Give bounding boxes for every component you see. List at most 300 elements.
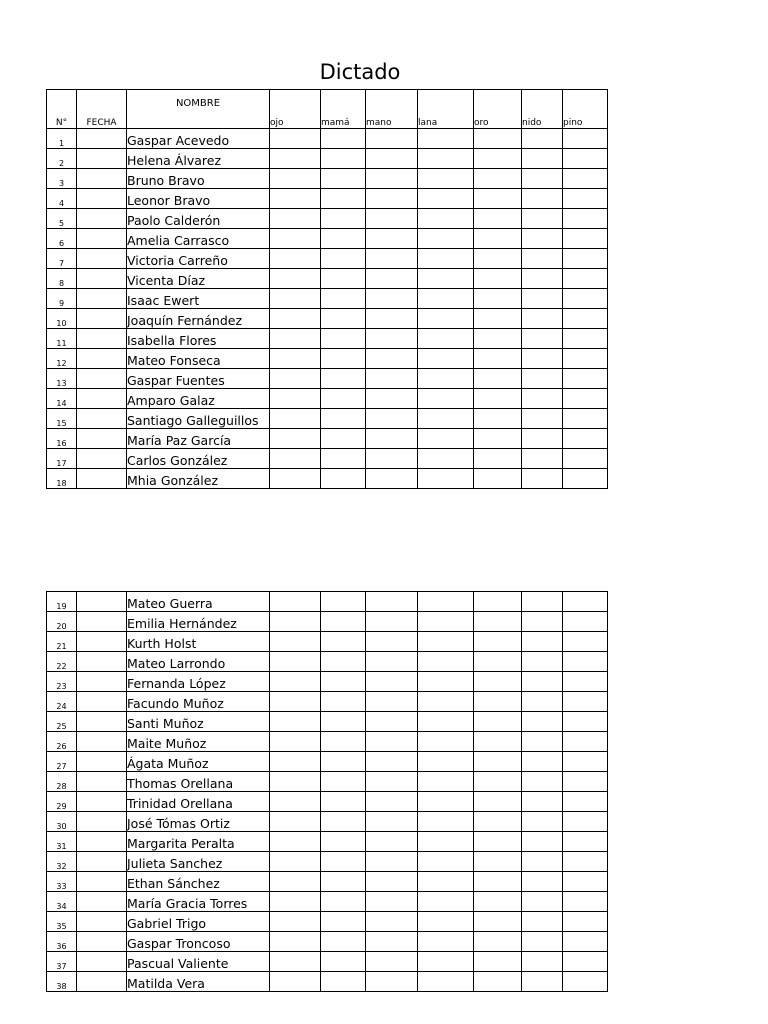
date-cell[interactable]	[77, 772, 127, 792]
word-score-cell[interactable]	[366, 469, 418, 489]
date-cell[interactable]	[77, 672, 127, 692]
word-score-cell[interactable]	[366, 149, 418, 169]
word-score-cell[interactable]	[321, 269, 366, 289]
word-score-cell[interactable]	[474, 592, 522, 612]
date-cell[interactable]	[77, 912, 127, 932]
word-score-cell[interactable]	[563, 632, 608, 652]
date-cell[interactable]	[77, 129, 127, 149]
date-cell[interactable]	[77, 429, 127, 449]
word-score-cell[interactable]	[366, 832, 418, 852]
word-score-cell[interactable]	[366, 912, 418, 932]
word-score-cell[interactable]	[563, 329, 608, 349]
word-score-cell[interactable]	[563, 309, 608, 329]
word-score-cell[interactable]	[474, 129, 522, 149]
word-score-cell[interactable]	[321, 912, 366, 932]
word-score-cell[interactable]	[366, 712, 418, 732]
word-score-cell[interactable]	[522, 892, 563, 912]
word-score-cell[interactable]	[563, 149, 608, 169]
word-score-cell[interactable]	[418, 189, 474, 209]
word-score-cell[interactable]	[474, 732, 522, 752]
word-score-cell[interactable]	[522, 149, 563, 169]
word-score-cell[interactable]	[474, 409, 522, 429]
word-score-cell[interactable]	[321, 129, 366, 149]
word-score-cell[interactable]	[563, 932, 608, 952]
word-score-cell[interactable]	[563, 429, 608, 449]
word-score-cell[interactable]	[522, 732, 563, 752]
word-score-cell[interactable]	[270, 692, 321, 712]
date-cell[interactable]	[77, 209, 127, 229]
word-score-cell[interactable]	[270, 329, 321, 349]
word-score-cell[interactable]	[321, 852, 366, 872]
word-score-cell[interactable]	[366, 249, 418, 269]
word-score-cell[interactable]	[474, 652, 522, 672]
word-score-cell[interactable]	[321, 349, 366, 369]
date-cell[interactable]	[77, 752, 127, 772]
word-score-cell[interactable]	[270, 592, 321, 612]
word-score-cell[interactable]	[522, 972, 563, 992]
word-score-cell[interactable]	[270, 772, 321, 792]
word-score-cell[interactable]	[563, 612, 608, 632]
word-score-cell[interactable]	[563, 792, 608, 812]
word-score-cell[interactable]	[563, 912, 608, 932]
word-score-cell[interactable]	[418, 349, 474, 369]
word-score-cell[interactable]	[270, 369, 321, 389]
word-score-cell[interactable]	[563, 852, 608, 872]
word-score-cell[interactable]	[522, 469, 563, 489]
word-score-cell[interactable]	[563, 349, 608, 369]
word-score-cell[interactable]	[418, 612, 474, 632]
word-score-cell[interactable]	[366, 892, 418, 912]
word-score-cell[interactable]	[522, 612, 563, 632]
word-score-cell[interactable]	[474, 449, 522, 469]
word-score-cell[interactable]	[563, 872, 608, 892]
word-score-cell[interactable]	[563, 652, 608, 672]
word-score-cell[interactable]	[563, 369, 608, 389]
word-score-cell[interactable]	[474, 892, 522, 912]
word-score-cell[interactable]	[270, 672, 321, 692]
word-score-cell[interactable]	[418, 209, 474, 229]
word-score-cell[interactable]	[418, 169, 474, 189]
word-score-cell[interactable]	[474, 692, 522, 712]
word-score-cell[interactable]	[418, 892, 474, 912]
word-score-cell[interactable]	[474, 289, 522, 309]
date-cell[interactable]	[77, 892, 127, 912]
word-score-cell[interactable]	[522, 329, 563, 349]
date-cell[interactable]	[77, 389, 127, 409]
word-score-cell[interactable]	[418, 732, 474, 752]
word-score-cell[interactable]	[366, 772, 418, 792]
word-score-cell[interactable]	[366, 592, 418, 612]
date-cell[interactable]	[77, 409, 127, 429]
word-score-cell[interactable]	[366, 169, 418, 189]
word-score-cell[interactable]	[270, 469, 321, 489]
word-score-cell[interactable]	[321, 752, 366, 772]
word-score-cell[interactable]	[321, 209, 366, 229]
word-score-cell[interactable]	[418, 852, 474, 872]
word-score-cell[interactable]	[321, 249, 366, 269]
word-score-cell[interactable]	[474, 169, 522, 189]
date-cell[interactable]	[77, 972, 127, 992]
word-score-cell[interactable]	[522, 249, 563, 269]
word-score-cell[interactable]	[270, 349, 321, 369]
word-score-cell[interactable]	[270, 852, 321, 872]
word-score-cell[interactable]	[418, 469, 474, 489]
word-score-cell[interactable]	[563, 712, 608, 732]
word-score-cell[interactable]	[321, 169, 366, 189]
date-cell[interactable]	[77, 229, 127, 249]
word-score-cell[interactable]	[474, 209, 522, 229]
word-score-cell[interactable]	[366, 932, 418, 952]
word-score-cell[interactable]	[522, 309, 563, 329]
word-score-cell[interactable]	[418, 832, 474, 852]
word-score-cell[interactable]	[321, 932, 366, 952]
word-score-cell[interactable]	[418, 309, 474, 329]
word-score-cell[interactable]	[418, 249, 474, 269]
word-score-cell[interactable]	[474, 269, 522, 289]
word-score-cell[interactable]	[270, 169, 321, 189]
date-cell[interactable]	[77, 449, 127, 469]
word-score-cell[interactable]	[321, 409, 366, 429]
word-score-cell[interactable]	[418, 289, 474, 309]
word-score-cell[interactable]	[474, 772, 522, 792]
word-score-cell[interactable]	[270, 449, 321, 469]
word-score-cell[interactable]	[474, 832, 522, 852]
word-score-cell[interactable]	[418, 912, 474, 932]
word-score-cell[interactable]	[474, 149, 522, 169]
word-score-cell[interactable]	[474, 249, 522, 269]
word-score-cell[interactable]	[270, 209, 321, 229]
word-score-cell[interactable]	[474, 872, 522, 892]
word-score-cell[interactable]	[418, 812, 474, 832]
word-score-cell[interactable]	[270, 229, 321, 249]
word-score-cell[interactable]	[474, 349, 522, 369]
word-score-cell[interactable]	[270, 752, 321, 772]
word-score-cell[interactable]	[522, 672, 563, 692]
word-score-cell[interactable]	[366, 812, 418, 832]
word-score-cell[interactable]	[563, 592, 608, 612]
word-score-cell[interactable]	[474, 329, 522, 349]
word-score-cell[interactable]	[418, 369, 474, 389]
word-score-cell[interactable]	[270, 972, 321, 992]
word-score-cell[interactable]	[522, 632, 563, 652]
word-score-cell[interactable]	[474, 632, 522, 652]
word-score-cell[interactable]	[366, 349, 418, 369]
word-score-cell[interactable]	[563, 189, 608, 209]
word-score-cell[interactable]	[366, 752, 418, 772]
word-score-cell[interactable]	[321, 892, 366, 912]
word-score-cell[interactable]	[366, 852, 418, 872]
word-score-cell[interactable]	[474, 389, 522, 409]
word-score-cell[interactable]	[418, 129, 474, 149]
word-score-cell[interactable]	[474, 752, 522, 772]
word-score-cell[interactable]	[474, 812, 522, 832]
word-score-cell[interactable]	[321, 329, 366, 349]
word-score-cell[interactable]	[418, 872, 474, 892]
word-score-cell[interactable]	[522, 289, 563, 309]
date-cell[interactable]	[77, 932, 127, 952]
word-score-cell[interactable]	[522, 409, 563, 429]
word-score-cell[interactable]	[366, 229, 418, 249]
word-score-cell[interactable]	[418, 229, 474, 249]
word-score-cell[interactable]	[474, 792, 522, 812]
word-score-cell[interactable]	[563, 892, 608, 912]
word-score-cell[interactable]	[366, 632, 418, 652]
word-score-cell[interactable]	[522, 912, 563, 932]
word-score-cell[interactable]	[474, 712, 522, 732]
word-score-cell[interactable]	[522, 772, 563, 792]
word-score-cell[interactable]	[321, 632, 366, 652]
word-score-cell[interactable]	[270, 249, 321, 269]
date-cell[interactable]	[77, 289, 127, 309]
word-score-cell[interactable]	[321, 872, 366, 892]
word-score-cell[interactable]	[366, 449, 418, 469]
word-score-cell[interactable]	[522, 872, 563, 892]
word-score-cell[interactable]	[270, 832, 321, 852]
word-score-cell[interactable]	[321, 972, 366, 992]
word-score-cell[interactable]	[321, 612, 366, 632]
word-score-cell[interactable]	[366, 429, 418, 449]
word-score-cell[interactable]	[418, 772, 474, 792]
word-score-cell[interactable]	[321, 952, 366, 972]
word-score-cell[interactable]	[418, 712, 474, 732]
word-score-cell[interactable]	[270, 932, 321, 952]
word-score-cell[interactable]	[270, 429, 321, 449]
word-score-cell[interactable]	[321, 449, 366, 469]
word-score-cell[interactable]	[474, 469, 522, 489]
word-score-cell[interactable]	[270, 269, 321, 289]
word-score-cell[interactable]	[474, 912, 522, 932]
word-score-cell[interactable]	[366, 692, 418, 712]
word-score-cell[interactable]	[474, 672, 522, 692]
date-cell[interactable]	[77, 469, 127, 489]
word-score-cell[interactable]	[270, 612, 321, 632]
date-cell[interactable]	[77, 832, 127, 852]
word-score-cell[interactable]	[418, 389, 474, 409]
word-score-cell[interactable]	[366, 972, 418, 992]
word-score-cell[interactable]	[563, 389, 608, 409]
date-cell[interactable]	[77, 189, 127, 209]
word-score-cell[interactable]	[321, 792, 366, 812]
word-score-cell[interactable]	[366, 652, 418, 672]
word-score-cell[interactable]	[474, 229, 522, 249]
word-score-cell[interactable]	[418, 692, 474, 712]
date-cell[interactable]	[77, 872, 127, 892]
word-score-cell[interactable]	[270, 792, 321, 812]
word-score-cell[interactable]	[270, 872, 321, 892]
word-score-cell[interactable]	[270, 189, 321, 209]
date-cell[interactable]	[77, 329, 127, 349]
word-score-cell[interactable]	[522, 932, 563, 952]
word-score-cell[interactable]	[522, 269, 563, 289]
word-score-cell[interactable]	[522, 952, 563, 972]
word-score-cell[interactable]	[563, 469, 608, 489]
word-score-cell[interactable]	[366, 672, 418, 692]
word-score-cell[interactable]	[366, 129, 418, 149]
word-score-cell[interactable]	[270, 409, 321, 429]
word-score-cell[interactable]	[522, 209, 563, 229]
word-score-cell[interactable]	[522, 229, 563, 249]
date-cell[interactable]	[77, 309, 127, 329]
word-score-cell[interactable]	[563, 169, 608, 189]
word-score-cell[interactable]	[321, 592, 366, 612]
word-score-cell[interactable]	[563, 812, 608, 832]
word-score-cell[interactable]	[522, 369, 563, 389]
word-score-cell[interactable]	[563, 209, 608, 229]
word-score-cell[interactable]	[418, 752, 474, 772]
date-cell[interactable]	[77, 732, 127, 752]
word-score-cell[interactable]	[321, 429, 366, 449]
word-score-cell[interactable]	[522, 792, 563, 812]
date-cell[interactable]	[77, 952, 127, 972]
word-score-cell[interactable]	[522, 592, 563, 612]
word-score-cell[interactable]	[366, 389, 418, 409]
word-score-cell[interactable]	[321, 692, 366, 712]
word-score-cell[interactable]	[321, 812, 366, 832]
word-score-cell[interactable]	[366, 792, 418, 812]
word-score-cell[interactable]	[321, 309, 366, 329]
word-score-cell[interactable]	[522, 852, 563, 872]
word-score-cell[interactable]	[366, 309, 418, 329]
date-cell[interactable]	[77, 712, 127, 732]
word-score-cell[interactable]	[522, 189, 563, 209]
word-score-cell[interactable]	[366, 952, 418, 972]
word-score-cell[interactable]	[366, 329, 418, 349]
word-score-cell[interactable]	[270, 309, 321, 329]
date-cell[interactable]	[77, 812, 127, 832]
word-score-cell[interactable]	[563, 832, 608, 852]
word-score-cell[interactable]	[474, 952, 522, 972]
word-score-cell[interactable]	[366, 369, 418, 389]
word-score-cell[interactable]	[563, 732, 608, 752]
word-score-cell[interactable]	[366, 732, 418, 752]
date-cell[interactable]	[77, 149, 127, 169]
date-cell[interactable]	[77, 652, 127, 672]
word-score-cell[interactable]	[522, 652, 563, 672]
word-score-cell[interactable]	[366, 872, 418, 892]
word-score-cell[interactable]	[321, 369, 366, 389]
word-score-cell[interactable]	[270, 732, 321, 752]
word-score-cell[interactable]	[522, 812, 563, 832]
word-score-cell[interactable]	[366, 209, 418, 229]
word-score-cell[interactable]	[418, 672, 474, 692]
word-score-cell[interactable]	[474, 852, 522, 872]
word-score-cell[interactable]	[474, 189, 522, 209]
word-score-cell[interactable]	[321, 469, 366, 489]
word-score-cell[interactable]	[418, 592, 474, 612]
word-score-cell[interactable]	[418, 449, 474, 469]
word-score-cell[interactable]	[474, 309, 522, 329]
word-score-cell[interactable]	[366, 189, 418, 209]
date-cell[interactable]	[77, 349, 127, 369]
word-score-cell[interactable]	[270, 812, 321, 832]
word-score-cell[interactable]	[522, 712, 563, 732]
word-score-cell[interactable]	[563, 409, 608, 429]
date-cell[interactable]	[77, 369, 127, 389]
word-score-cell[interactable]	[522, 692, 563, 712]
word-score-cell[interactable]	[366, 269, 418, 289]
word-score-cell[interactable]	[563, 692, 608, 712]
date-cell[interactable]	[77, 269, 127, 289]
word-score-cell[interactable]	[270, 149, 321, 169]
word-score-cell[interactable]	[321, 389, 366, 409]
word-score-cell[interactable]	[522, 752, 563, 772]
word-score-cell[interactable]	[270, 652, 321, 672]
word-score-cell[interactable]	[418, 972, 474, 992]
date-cell[interactable]	[77, 792, 127, 812]
word-score-cell[interactable]	[270, 289, 321, 309]
date-cell[interactable]	[77, 692, 127, 712]
word-score-cell[interactable]	[321, 832, 366, 852]
word-score-cell[interactable]	[270, 892, 321, 912]
word-score-cell[interactable]	[563, 449, 608, 469]
word-score-cell[interactable]	[270, 632, 321, 652]
word-score-cell[interactable]	[418, 149, 474, 169]
date-cell[interactable]	[77, 852, 127, 872]
date-cell[interactable]	[77, 612, 127, 632]
word-score-cell[interactable]	[474, 972, 522, 992]
word-score-cell[interactable]	[522, 349, 563, 369]
word-score-cell[interactable]	[321, 732, 366, 752]
word-score-cell[interactable]	[270, 912, 321, 932]
word-score-cell[interactable]	[321, 672, 366, 692]
word-score-cell[interactable]	[563, 972, 608, 992]
word-score-cell[interactable]	[522, 129, 563, 149]
word-score-cell[interactable]	[563, 952, 608, 972]
word-score-cell[interactable]	[522, 429, 563, 449]
word-score-cell[interactable]	[474, 932, 522, 952]
word-score-cell[interactable]	[418, 632, 474, 652]
word-score-cell[interactable]	[321, 772, 366, 792]
date-cell[interactable]	[77, 169, 127, 189]
word-score-cell[interactable]	[563, 672, 608, 692]
word-score-cell[interactable]	[321, 652, 366, 672]
word-score-cell[interactable]	[563, 249, 608, 269]
word-score-cell[interactable]	[418, 792, 474, 812]
word-score-cell[interactable]	[270, 952, 321, 972]
word-score-cell[interactable]	[321, 229, 366, 249]
word-score-cell[interactable]	[418, 652, 474, 672]
word-score-cell[interactable]	[270, 389, 321, 409]
word-score-cell[interactable]	[418, 269, 474, 289]
word-score-cell[interactable]	[366, 409, 418, 429]
word-score-cell[interactable]	[563, 269, 608, 289]
word-score-cell[interactable]	[563, 752, 608, 772]
word-score-cell[interactable]	[522, 449, 563, 469]
word-score-cell[interactable]	[522, 389, 563, 409]
word-score-cell[interactable]	[563, 129, 608, 149]
word-score-cell[interactable]	[418, 429, 474, 449]
word-score-cell[interactable]	[563, 772, 608, 792]
date-cell[interactable]	[77, 592, 127, 612]
date-cell[interactable]	[77, 249, 127, 269]
word-score-cell[interactable]	[321, 712, 366, 732]
word-score-cell[interactable]	[321, 289, 366, 309]
word-score-cell[interactable]	[563, 289, 608, 309]
word-score-cell[interactable]	[270, 712, 321, 732]
word-score-cell[interactable]	[563, 229, 608, 249]
word-score-cell[interactable]	[366, 612, 418, 632]
word-score-cell[interactable]	[474, 429, 522, 449]
word-score-cell[interactable]	[418, 329, 474, 349]
word-score-cell[interactable]	[418, 952, 474, 972]
word-score-cell[interactable]	[321, 149, 366, 169]
word-score-cell[interactable]	[366, 289, 418, 309]
word-score-cell[interactable]	[270, 129, 321, 149]
word-score-cell[interactable]	[474, 612, 522, 632]
word-score-cell[interactable]	[522, 832, 563, 852]
date-cell[interactable]	[77, 632, 127, 652]
word-score-cell[interactable]	[321, 189, 366, 209]
